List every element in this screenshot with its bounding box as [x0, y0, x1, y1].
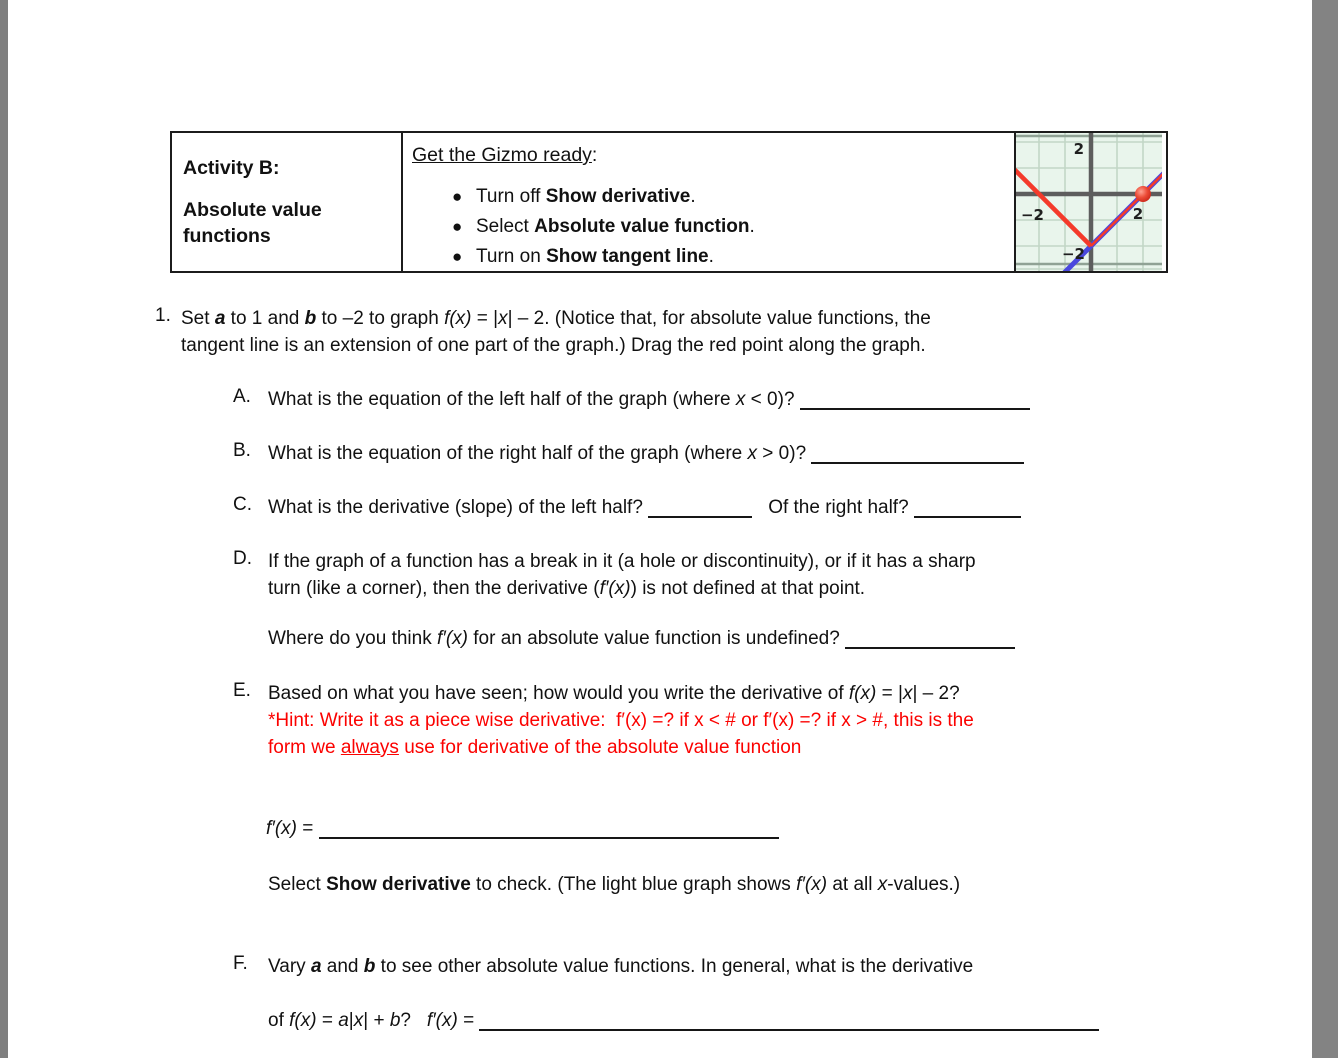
bullet-icon: ● — [452, 247, 463, 266]
question-1-line1: Set a to 1 and b to –2 to graph f(x) = |x| – 2. (Notice that, for absolute value functions, the — [181, 308, 931, 329]
y-axis-label-2: 2 — [1073, 140, 1084, 158]
gizmo-ready-heading-text: Get the Gizmo ready — [412, 144, 592, 166]
select-derivative-line: Select Show derivative to check. (The light blue graph shows f′(x) at all x-values.) — [268, 874, 961, 895]
answer-blank — [319, 823, 779, 839]
item-label: B. — [233, 440, 251, 461]
item-label: F. — [233, 953, 248, 974]
item-e — [233, 680, 1173, 761]
activity-title-cell — [172, 133, 403, 271]
page-right-edge — [1312, 0, 1338, 1058]
item-label: C. — [233, 494, 252, 515]
item-d-line1: If the graph of a function has a break in it (a hole or discontinuity), or if it has a sharp — [268, 551, 976, 572]
list-item — [452, 182, 755, 212]
question-1-line2: tangent line is an extension of one part of the graph.) Drag the red point along the graph. — [181, 335, 926, 356]
bullet-icon: ● — [452, 217, 463, 236]
answer-blank — [800, 394, 1030, 410]
gizmo-steps-cell — [403, 133, 1016, 271]
item-f — [233, 953, 1173, 980]
page-left-edge — [0, 0, 8, 1058]
item-b-text: What is the equation of the right half of the graph (where x > 0)? — [268, 440, 1024, 467]
item-b — [233, 440, 1173, 467]
answer-blank — [648, 502, 752, 518]
answer-blank — [479, 1015, 1099, 1031]
item-f-line2: of f(x) = a|x| + b? f′(x) = — [268, 1007, 1173, 1034]
activity-header-table — [170, 131, 1168, 273]
step-text: Select Absolute value function. — [476, 216, 755, 237]
x-axis-label-2: 2 — [1132, 205, 1144, 223]
gizmo-ready-heading-colon: : — [591, 144, 598, 166]
item-label: E. — [233, 680, 251, 701]
step-text: Turn on Show tangent line. — [476, 246, 714, 267]
answer-blank — [845, 633, 1015, 649]
list-item — [452, 212, 755, 242]
list-item — [452, 242, 755, 272]
item-e-hint-line1: *Hint: Write it as a piece wise derivative: f′(x) =? if x < # or f′(x) =? if x > #, this is the — [268, 710, 974, 731]
y-axis-label-neg2: −2 — [1061, 245, 1085, 263]
bullet-icon: ● — [452, 187, 463, 206]
item-d-line2: turn (like a corner), then the derivative (f′(x)) is not defined at that point. — [268, 578, 866, 599]
item-d-question: Where do you think f′(x) for an absolute value function is undefined? — [268, 625, 1173, 652]
absolute-value-graph — [1016, 133, 1162, 271]
activity-subtitle: Absolute value functions — [183, 199, 322, 247]
x-axis-label-neg2: −2 — [1020, 206, 1044, 224]
item-c — [233, 494, 1173, 521]
gizmo-graph-cell — [1016, 133, 1166, 271]
draggable-point[interactable] — [1135, 186, 1151, 202]
item-c-text: What is the derivative (slope) of the left half? Of the right half? — [268, 494, 1021, 521]
item-label: D. — [233, 548, 252, 569]
answer-blank — [914, 502, 1021, 518]
item-e-text: Based on what you have seen; how would you write the derivative of f(x) = |x| – 2? — [268, 683, 960, 704]
item-d — [233, 548, 1173, 602]
question-number: 1. — [155, 305, 171, 326]
activity-title: Activity B: — [183, 157, 280, 179]
item-label: A. — [233, 386, 251, 407]
item-f-text: Vary a and b to see other absolute value functions. In general, what is the derivative — [268, 956, 974, 977]
item-e-hint-line2: form we always use for derivative of the absolute value function — [268, 737, 802, 758]
item-a — [233, 386, 1173, 413]
gizmo-steps-list — [452, 182, 755, 272]
step-text: Turn off Show derivative. — [476, 186, 696, 207]
answer-blank — [811, 448, 1024, 464]
question-1 — [155, 305, 1165, 359]
item-a-text: What is the equation of the left half of the graph (where x < 0)? — [268, 386, 1030, 413]
fprime-answer-line: f′(x) = — [266, 815, 1171, 842]
gizmo-ready-heading — [412, 144, 597, 167]
